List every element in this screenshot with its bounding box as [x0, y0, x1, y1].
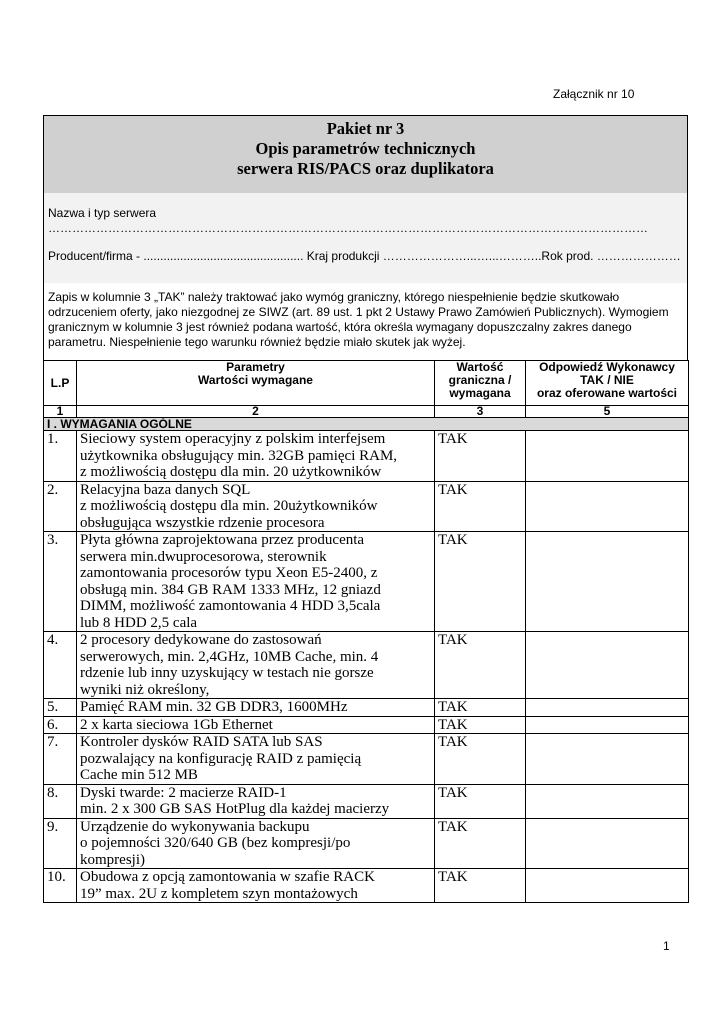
header-value-line1: Wartość [456, 360, 504, 374]
parameter-line: min. 2 x 300 GB SAS HotPlug dla każdej macierzy [80, 801, 390, 817]
parameter-line: lub 8 HDD 2,5 cala [80, 614, 198, 631]
column-number: 5 [526, 406, 689, 418]
column-number: 1 [44, 406, 77, 418]
parameter-line: z możliwością dostępu dla min. 20 użytkowników [80, 464, 382, 480]
parameter-line: Urządzenie do wykonywania backupu [80, 818, 310, 835]
package-title: Pakiet nr 3 [326, 119, 405, 138]
row-parameter [77, 481, 435, 532]
table-header-row [44, 361, 689, 406]
parameter-line: Obudowa z opcją zamontowania w szafie RACK [80, 869, 375, 885]
row-parameter [77, 532, 435, 632]
row-answer-field[interactable] [526, 431, 689, 482]
header-answer-line1: Odpowiedź Wykonawcy [539, 360, 675, 374]
row-answer-field[interactable] [526, 632, 689, 699]
parameter-line: serwerowych, min. 2,4GHz, 10MB Cache, min. 4 [80, 648, 379, 665]
row-parameter [77, 784, 435, 818]
parameter-line: zamontowania procesorów typu Xeon E5-2400, z [80, 565, 378, 581]
row-answer-field[interactable] [526, 699, 689, 717]
header-lp: L.P [44, 361, 77, 406]
row-required-value: TAK [435, 818, 526, 869]
title-box [43, 115, 688, 194]
document-subtitle: serwera RIS/PACS oraz duplikatora [237, 159, 494, 178]
header-params-line1: Parametry [226, 360, 285, 374]
row-lp: 9. [44, 818, 77, 869]
row-required-value: TAK [435, 431, 526, 482]
row-lp: 2. [44, 481, 77, 532]
table-row [44, 532, 689, 632]
row-parameter [77, 869, 435, 903]
parameter-line: obsługą min. 384 GB RAM 1333 MHz, 12 gniazd [80, 581, 381, 598]
row-answer-field[interactable] [526, 532, 689, 632]
parameter-line: wyniki niż określony, [80, 681, 210, 698]
spec-rows [44, 431, 689, 903]
row-required-value: TAK [435, 869, 526, 903]
row-lp: 10. [44, 869, 77, 903]
row-lp: 5. [44, 699, 77, 717]
row-parameter [77, 818, 435, 869]
server-name-label: Nazwa i typ serwera [48, 206, 157, 220]
header-value [435, 361, 526, 406]
parameter-line: obsługująca wszystkie rdzenie procesora [80, 514, 325, 531]
column-number: 2 [77, 406, 435, 418]
section-row [44, 418, 689, 431]
parameter-line: pozwalający na konfigurację RAID z pamięcią [80, 750, 362, 767]
section-title: I . WYMAGANIA OGÓLNE [44, 418, 689, 431]
table-row [44, 784, 689, 818]
column-number: 3 [435, 406, 526, 418]
header-value-line3: wymagana [449, 386, 511, 400]
parameter-line: Dyski twarde: 2 macierze RAID-1 [80, 784, 287, 801]
row-required-value: TAK [435, 699, 526, 717]
parameter-line: kompresji) [80, 851, 145, 868]
header-params-line2: Wartości wymagane [198, 373, 313, 387]
row-parameter [77, 734, 435, 785]
row-answer-field[interactable] [526, 784, 689, 818]
table-row [44, 869, 689, 903]
header-value-line2: graniczna / [448, 373, 512, 387]
table-row [44, 431, 689, 482]
page-number: 1 [663, 939, 670, 953]
parameter-line: DIMM, możliwość zamontowania 4 HDD 3,5cala [80, 598, 381, 614]
row-lp: 6. [44, 716, 77, 734]
row-required-value: TAK [435, 734, 526, 785]
spec-table [43, 360, 689, 903]
row-answer-field[interactable] [526, 481, 689, 532]
server-name-field: …………………………………………………………………………………………………………………………………… [48, 221, 648, 235]
parameter-line: Kontroler dysków RAID SATA lub SAS [80, 734, 323, 750]
producer-line: Producent/firma - ................................................ Kraj produkcji …………………...…...………..Rok prod. ………………… [48, 249, 681, 263]
document-title: Opis parametrów technicznych [255, 139, 476, 158]
table-row [44, 632, 689, 699]
row-parameter [77, 716, 435, 734]
header-params [77, 361, 435, 406]
row-lp: 3. [44, 532, 77, 632]
parameter-line: serwera min.dwuprocesorowa, sterownik [80, 548, 327, 565]
row-lp: 8. [44, 784, 77, 818]
table-row [44, 699, 689, 717]
row-answer-field[interactable] [526, 716, 689, 734]
parameter-line: 2 procesory dedykowane do zastosowań [80, 632, 322, 648]
row-required-value: TAK [435, 632, 526, 699]
row-parameter [77, 699, 435, 717]
row-parameter [77, 431, 435, 482]
server-info-box [43, 193, 688, 284]
row-lp: 7. [44, 734, 77, 785]
parameter-line: Cache min 512 MB [80, 767, 198, 783]
row-lp: 1. [44, 431, 77, 482]
parameter-line: rdzenie lub inny uzyskujący w testach nie gorsze [80, 665, 374, 681]
table-row [44, 818, 689, 869]
row-parameter [77, 632, 435, 699]
row-required-value: TAK [435, 532, 526, 632]
row-answer-field[interactable] [526, 869, 689, 903]
parameter-line: o pojemności 320/640 GB (bez kompresji/po [80, 835, 351, 851]
header-answer [526, 361, 689, 406]
row-answer-field[interactable] [526, 734, 689, 785]
header-answer-line2: TAK / NIE [580, 373, 634, 387]
parameter-line: 2 x karta sieciowa 1Gb Ethernet [80, 716, 273, 733]
column-number-row [44, 406, 689, 418]
parameter-line: Pamięć RAM min. 32 GB DDR3, 1600MHz [80, 699, 348, 715]
parameter-line: Relacyjna baza danych SQL [80, 481, 251, 498]
parameter-line: z możliwością dostępu dla min. 20użytkowników [80, 498, 378, 514]
parameter-line: 19” max. 2U z kompletem szyn montażowych [80, 885, 358, 902]
parameter-line: Sieciowy system operacyjny z polskim interfejsem [80, 431, 386, 447]
requirements-note: Zapis w kolumnie 3 „TAK” należy traktować jako wymóg graniczny, którego niespełnienie będzie skutkowało odrzuceniem oferty, jako niezgodnej ze SIWZ (art. 89 ust. 1 pkt 2 Ustawy Prawo Zamówień Publicznych). Wymogiem granicznym w kolumnie 3 jest również podana wartość, która określa wymagany dopuszczalny zakres danego parametru. Niespełnienie tego warunku również będzie miało skutek jak wyżej. [43, 283, 688, 361]
table-row [44, 734, 689, 785]
parameter-line: Płyta główna zaprojektowana przez producenta [80, 532, 365, 548]
table-row [44, 481, 689, 532]
table-row [44, 716, 689, 734]
row-required-value: TAK [435, 481, 526, 532]
header-answer-line3: oraz oferowane wartości [536, 386, 678, 400]
parameter-line: użytkownika obsługujący min. 32GB pamięci RAM, [80, 447, 398, 464]
row-lp: 4. [44, 632, 77, 699]
row-required-value: TAK [435, 784, 526, 818]
row-answer-field[interactable] [526, 818, 689, 869]
attachment-label: Załącznik nr 10 [553, 87, 635, 101]
row-required-value: TAK [435, 716, 526, 734]
